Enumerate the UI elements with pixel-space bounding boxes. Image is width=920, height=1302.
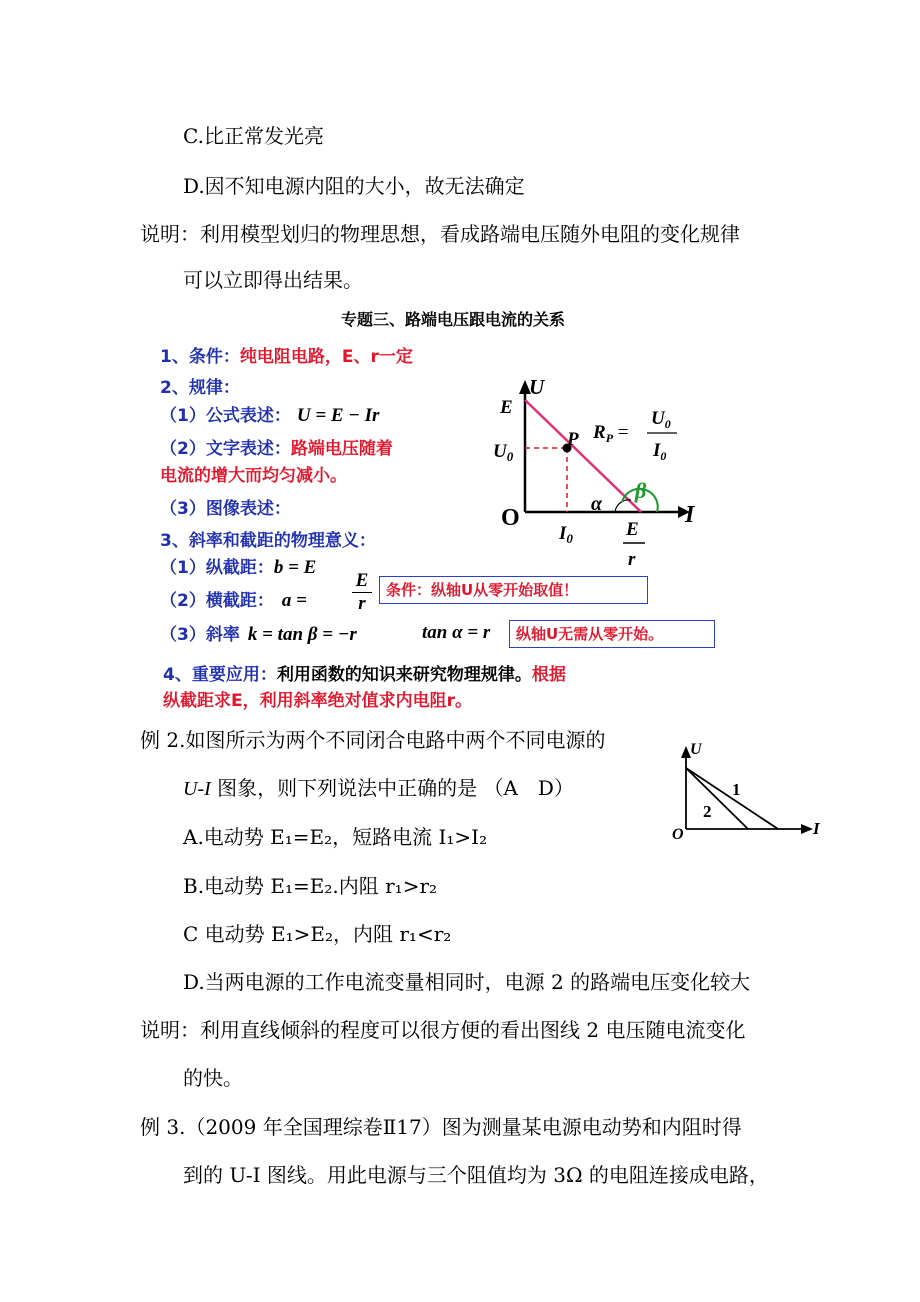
- sub-3-label: （3）图像表述：: [160, 499, 291, 519]
- p-label: P: [567, 429, 579, 450]
- example-2-stem-b: [183, 776, 574, 801]
- alpha-label: α: [591, 493, 603, 515]
- slope-label: （3）斜率: [160, 625, 240, 645]
- intercept-1: [160, 553, 316, 579]
- u-axis-label: U: [529, 375, 545, 399]
- e-label: E: [500, 397, 513, 418]
- example-3-stem-b: 到的 U-I 图线。用此电源与三个阻值均为 3Ω 的电阻连接成电路，: [183, 1163, 769, 1187]
- example-3-stem-a: 例 3.（2009 年全国理综卷Ⅱ17）图为测量某电源电动势和内阻时得: [140, 1115, 742, 1139]
- note-line-1: 说明：利用模型划归的物理思想，看成路端电压随外电阻的变化规律: [140, 222, 740, 246]
- beta-label: β: [635, 478, 647, 503]
- line-2-label: 2: [703, 802, 712, 821]
- sub-1-formula: U = E − Ir: [296, 405, 380, 426]
- sub-1: [160, 401, 379, 427]
- example-2-option-c: C 电动势 E₁>E₂，内阻 r₁<r₂: [183, 922, 452, 946]
- ui-graph: [485, 372, 710, 582]
- x-intercept-numerator: E: [626, 519, 639, 540]
- sub-2-label: （2）文字表述：: [160, 439, 291, 459]
- rp-numerator: $U_0$: [651, 408, 671, 431]
- ui-italic: U-I: [183, 778, 211, 800]
- option-d: D.因不知电源内阻的大小，故无法确定: [183, 174, 525, 198]
- topic-title: 专题三、路端电压跟电流的关系: [341, 310, 566, 329]
- i-axis-label: I: [813, 819, 820, 838]
- item-4-red-a: 根据: [531, 665, 566, 685]
- slope: [160, 620, 357, 646]
- note-line-2: 可以立即得出结果。: [183, 268, 363, 292]
- item-4-red-b: 纵截距求E，利用斜率绝对值求内电阻r。: [163, 691, 472, 711]
- intercept-1-label: （1）纵截距：: [160, 558, 274, 578]
- slope-note-box: 纵轴U无需从零开始。: [509, 620, 715, 648]
- item-3-label: 3、斜率和截距的物理意义：: [160, 531, 376, 551]
- two-source-graph: [665, 738, 835, 848]
- item-4-label: 4、重要应用：: [163, 665, 277, 685]
- item-1-value: 纯电阻电路，E、r一定: [239, 347, 413, 367]
- option-c: C.比正常发光亮: [183, 124, 324, 148]
- i0-label: $I_0$: [559, 523, 573, 546]
- origin-label: O: [501, 505, 520, 531]
- fraction-denominator: r: [358, 593, 366, 614]
- item-2-label: 2、规律：: [160, 378, 240, 398]
- fraction-numerator: E: [355, 570, 369, 591]
- example-2-note-a: 说明：利用直线倾斜的程度可以很方便的看出图线 2 电压随电流变化: [140, 1018, 746, 1042]
- sub-2-text-a: 路端电压随着: [290, 439, 393, 459]
- x-intercept-denominator: r: [628, 549, 636, 570]
- i-axis-label: I: [685, 502, 695, 528]
- intercept-2: [160, 586, 307, 612]
- ui-line: [525, 400, 641, 512]
- slope-formula-2: tan α = r: [422, 622, 491, 643]
- i-axis-arrow-icon: [801, 824, 813, 834]
- intercept-2-formula: a =: [281, 590, 307, 611]
- item-1: [160, 342, 413, 367]
- intercept-2-fraction: [352, 571, 372, 614]
- item-1-label: 1、条件：: [160, 347, 240, 367]
- line-1-label: 1: [732, 780, 741, 799]
- origin-label: O: [672, 826, 684, 843]
- intercept-2-label: （2）横截距：: [160, 591, 274, 611]
- rp-label: $R_P$ =: [593, 422, 629, 445]
- rp-denominator: $I_0$: [653, 440, 667, 463]
- u-axis-label: U: [690, 741, 702, 758]
- sub-2: [160, 434, 393, 459]
- example-2-note-b: 的快。: [183, 1066, 243, 1090]
- example-2-option-a: A.电动势 E₁=E₂，短路电流 I₁>I₂: [183, 825, 488, 849]
- intercept-1-formula: b = E: [273, 557, 317, 578]
- condition-note-box: 条件：纵轴U从零开始取值！: [379, 576, 648, 604]
- item-4-text: 利用函数的知识来研究物理规律。: [276, 665, 532, 685]
- example-2-question: 图象，则下列说法中正确的是 （A D）: [210, 776, 574, 800]
- item-4: [163, 660, 566, 685]
- sub-2-text-b: 电流的增大而均匀减小。: [160, 466, 347, 486]
- slope-formula: k = tan β = −r: [247, 624, 357, 645]
- example-2-option-b: B.电动势 E₁=E₂.内阻 r₁>r₂: [183, 874, 438, 898]
- example-2-option-d: D.当两电源的工作电流变量相同时，电源 2 的路端电压变化较大: [183, 970, 751, 994]
- example-2-stem-a: 例 2.如图所示为两个不同闭合电路中两个不同电源的: [140, 728, 606, 752]
- u0-label: $U_0$: [493, 441, 514, 464]
- sub-1-label: （1）公式表述：: [160, 406, 291, 426]
